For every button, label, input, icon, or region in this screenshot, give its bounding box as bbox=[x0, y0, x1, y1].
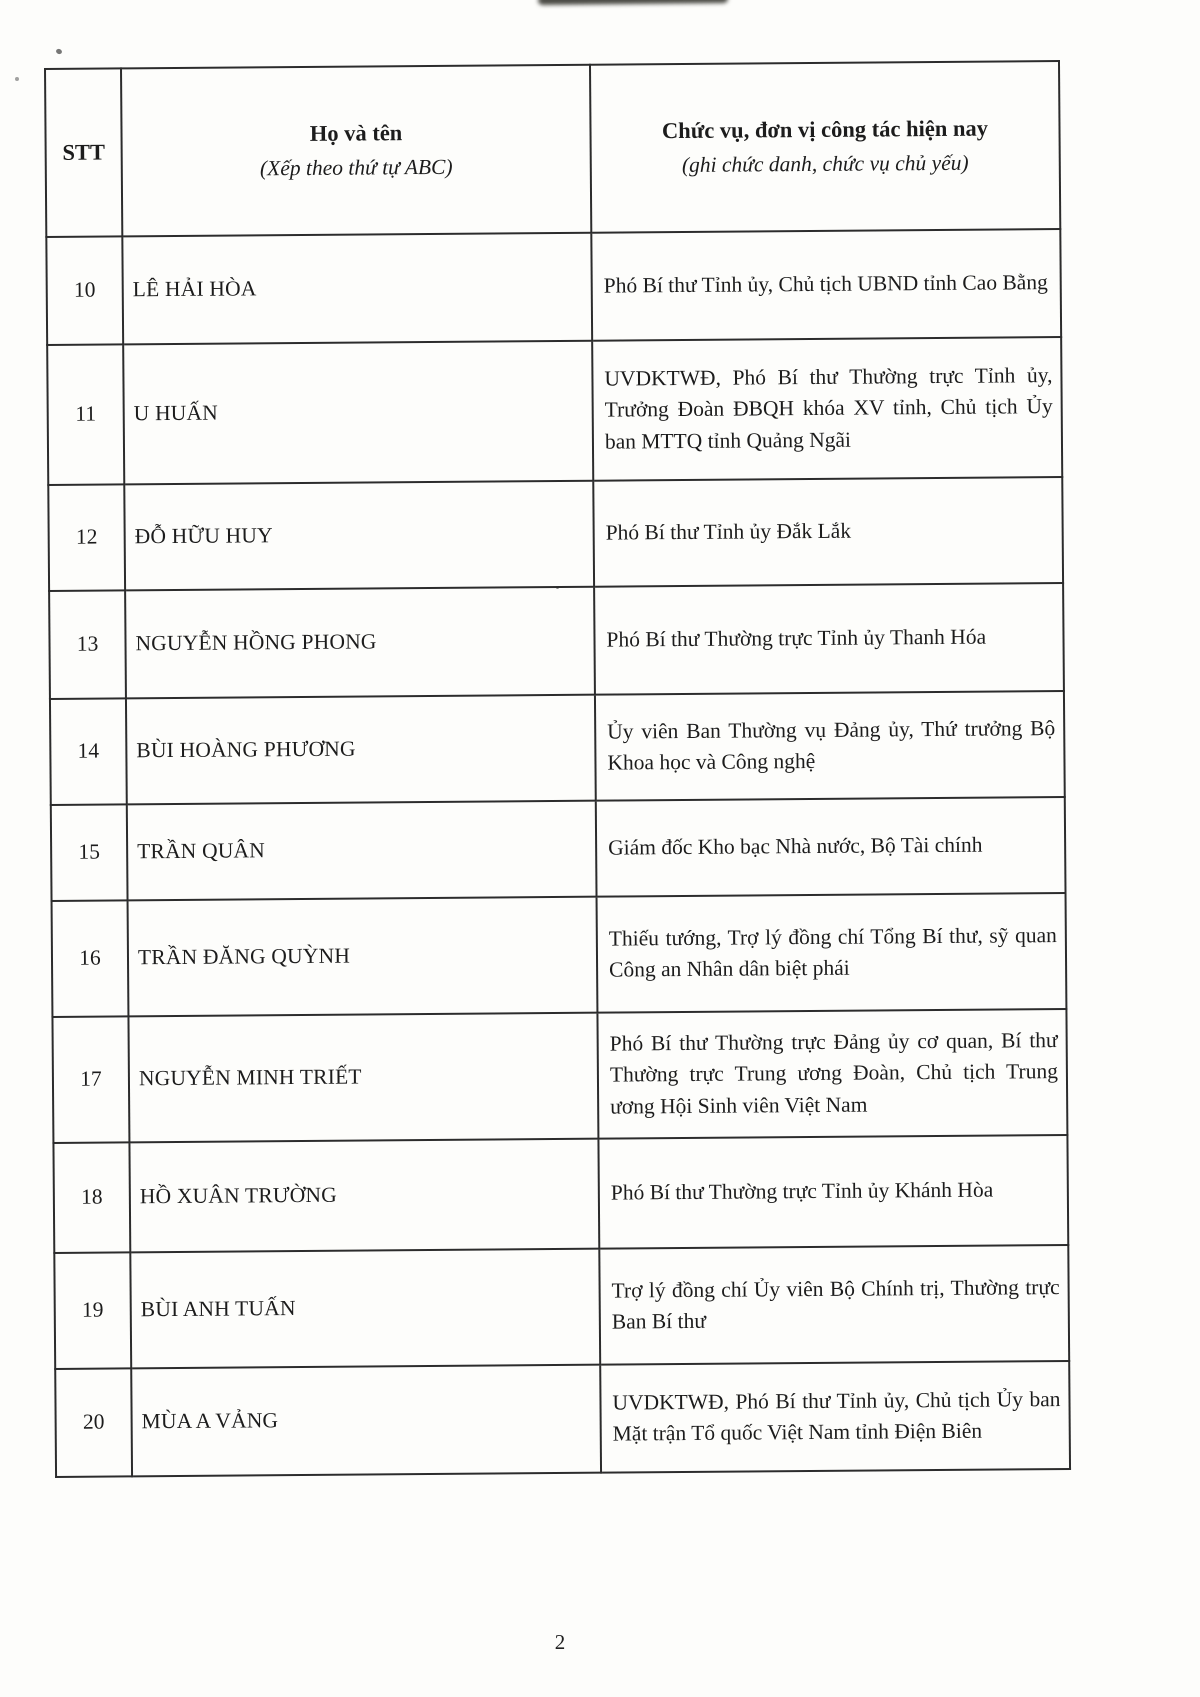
name-cell: NGUYỄN HỒNG PHONG bbox=[125, 587, 595, 699]
name-cell: LÊ HẢI HÒA bbox=[122, 233, 592, 345]
stt-cell: 10 bbox=[46, 236, 123, 345]
stt-cell: 14 bbox=[50, 698, 127, 805]
table-row bbox=[46, 229, 1061, 345]
table-row bbox=[52, 1009, 1067, 1143]
table-row bbox=[52, 893, 1067, 1017]
position-cell: Thiếu tướng, Trợ lý đồng chí Tổng Bí thư, sỹ quan Công an Nhân dân biệt phái bbox=[597, 893, 1067, 1013]
name-cell: ĐỖ HỮU HUY bbox=[124, 481, 594, 591]
position-cell: Phó Bí thư Thường trực Tỉnh ủy Thanh Hóa bbox=[594, 583, 1064, 695]
header-position-cell bbox=[590, 61, 1060, 233]
position-cell: UVDKTWĐ, Phó Bí thư Tỉnh ủy, Chủ tịch Ủy ban Mặt trận Tổ quốc Việt Nam tỉnh Điện Biên bbox=[600, 1361, 1070, 1473]
table-row bbox=[50, 691, 1065, 805]
name-cell: U HUẤN bbox=[123, 341, 593, 485]
position-cell: Phó Bí thư Thường trực Tỉnh ủy Khánh Hòa bbox=[598, 1135, 1068, 1249]
scan-speck bbox=[55, 48, 62, 55]
table-row bbox=[49, 583, 1064, 699]
table-row bbox=[53, 1135, 1068, 1253]
stt-cell: 18 bbox=[53, 1142, 130, 1253]
stt-cell: 17 bbox=[52, 1016, 129, 1143]
table-row bbox=[47, 337, 1062, 485]
header-name-cell bbox=[121, 65, 591, 237]
header-position-title: Chức vụ, đơn vị công tác hiện nay bbox=[661, 115, 989, 144]
name-cell: TRẦN QUÂN bbox=[127, 801, 597, 901]
header-stt-label: STT bbox=[62, 139, 106, 165]
name-cell: BÙI HOÀNG PHƯƠNG bbox=[126, 695, 596, 805]
stt-cell: 19 bbox=[54, 1252, 131, 1369]
stt-cell: 13 bbox=[49, 590, 126, 699]
position-cell: Ủy viên Ban Thường vụ Đảng ủy, Thứ trưởng Bộ Khoa học và Công nghệ bbox=[595, 691, 1065, 801]
stt-cell: 16 bbox=[52, 900, 129, 1017]
name-cell: TRẦN ĐĂNG QUỲNH bbox=[128, 897, 598, 1017]
name-cell: BÙI ANH TUẤN bbox=[130, 1249, 600, 1369]
table-row bbox=[54, 1245, 1069, 1369]
stt-cell: 15 bbox=[51, 804, 128, 901]
position-cell: Giám đốc Kho bạc Nhà nước, Bộ Tài chính bbox=[596, 797, 1066, 897]
name-cell: NGUYỄN MINH TRIẾT bbox=[128, 1013, 598, 1143]
table-header-row bbox=[45, 61, 1060, 237]
table-row bbox=[48, 477, 1063, 591]
header-name-title: Họ và tên bbox=[309, 120, 403, 147]
table-row bbox=[51, 797, 1066, 901]
scan-smudge bbox=[538, 0, 728, 5]
personnel-table bbox=[44, 60, 1071, 1478]
position-cell: Phó Bí thư Tỉnh ủy, Chủ tịch UBND tỉnh Cao Bằng bbox=[591, 229, 1061, 341]
name-cell: MÙA A VẢNG bbox=[131, 1365, 601, 1477]
header-name-subtitle: (Xếp theo thứ tự ABC) bbox=[259, 154, 453, 181]
position-cell: Trợ lý đồng chí Ủy viên Bộ Chính trị, Thường trực Ban Bí thư bbox=[599, 1245, 1069, 1365]
personnel-table-wrapper bbox=[44, 60, 1071, 1478]
header-position-subtitle: (ghi chức danh, chức vụ chủ yếu) bbox=[681, 150, 969, 177]
stt-cell: 20 bbox=[55, 1368, 132, 1477]
header-stt-cell bbox=[45, 68, 122, 237]
position-cell: Phó Bí thư Tỉnh ủy Đắk Lắk bbox=[593, 477, 1063, 587]
table-row bbox=[55, 1361, 1070, 1477]
position-cell: UVDKTWĐ, Phó Bí thư Thường trực Tỉnh ủy, Trưởng Đoàn ĐBQH khóa XV tỉnh, Chủ tịch Ủy ban MTTQ tỉnh Quảng Ngãi bbox=[592, 337, 1062, 481]
position-cell: Phó Bí thư Thường trực Đảng ủy cơ quan, Bí thư Thường trực Trung ương Đoàn, Chủ tịch Trung ương Hội Sinh viên Việt Nam bbox=[597, 1009, 1067, 1139]
scan-speck bbox=[15, 77, 19, 81]
page-number: 2 bbox=[554, 1630, 566, 1654]
stt-cell: 11 bbox=[47, 344, 124, 485]
name-cell: HỒ XUÂN TRƯỜNG bbox=[129, 1139, 599, 1253]
stt-cell: 12 bbox=[48, 484, 125, 591]
